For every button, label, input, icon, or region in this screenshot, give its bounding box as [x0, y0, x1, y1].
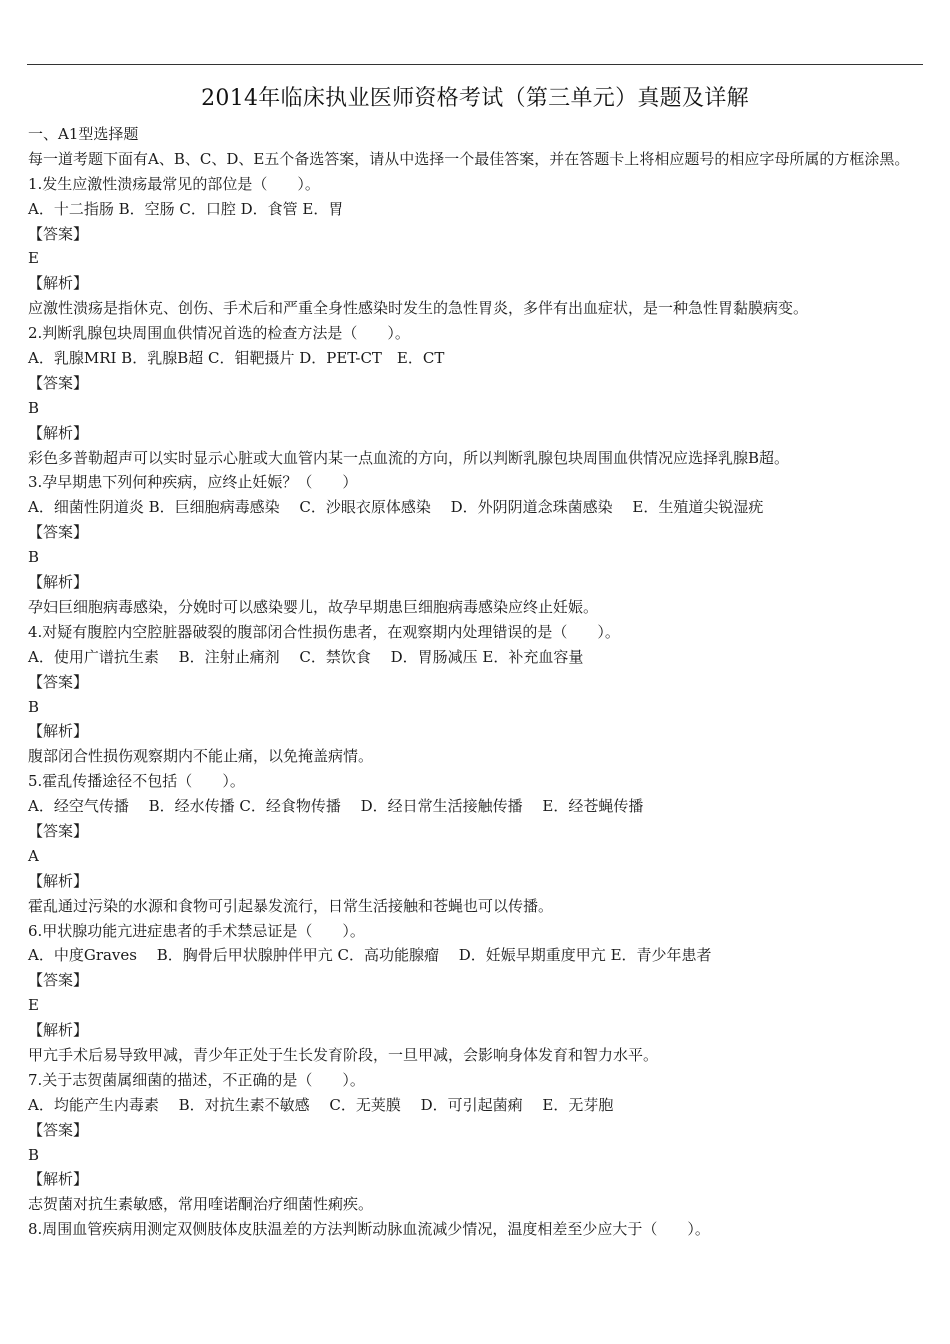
analysis-text: 志贺菌对抗生素敏感，常用喹诺酮治疗细菌性痢疾。 [28, 1195, 374, 1214]
answer-label: 【答案】 [28, 523, 89, 542]
answer-label: 【答案】 [28, 1120, 89, 1139]
question-options: A．十二指肠 B．空肠 C．口腔 D．食管 E．胃 [28, 199, 344, 218]
analysis-text: 应激性溃疡是指休克、创伤、手术后和严重全身性感染时发生的急性胃炎，多伴有出血症状，是一种急性胃黏膜病变。 [28, 299, 809, 318]
answer-value: E [28, 249, 39, 268]
document-title: 2014年临床执业医师资格考试（第三单元）真题及详解 [201, 86, 749, 111]
analysis-label: 【解析】 [28, 1021, 89, 1040]
analysis-text: 霍乱通过污染的水源和食物可引起暴发流行，日常生活接触和苍蝇也可以传播。 [28, 896, 554, 915]
analysis-label: 【解析】 [28, 722, 89, 741]
answer-label: 【答案】 [28, 373, 89, 392]
answer-value: B [28, 697, 40, 716]
analysis-text: 彩色多普勒超声可以实时显示心脏或大血管内某一点血流的方向，所以判断乳腺包块周围血供情况应选择乳腺B超。 [28, 448, 790, 467]
question-options: A．细菌性阴道炎 B．巨细胞病毒感染 C．沙眼衣原体感染 D．外阴阴道念珠菌感染 E．生殖道尖锐湿疣 [28, 498, 764, 517]
answer-value: B [28, 398, 40, 417]
answer-label: 【答案】 [28, 672, 89, 691]
analysis-label: 【解析】 [28, 871, 89, 890]
answer-value: B [28, 548, 40, 567]
answer-value: B [28, 1145, 40, 1164]
question-options: A．经空气传播 B．经水传播 C．经食物传播 D．经日常生活接触传播 E．经苍蝇传播 [28, 797, 644, 816]
question-7 [28, 1068, 928, 1217]
answer-label: 【答案】 [28, 971, 89, 990]
question-options: A．中度Graves B．胸骨后甲状腺肿伴甲亢 C．高功能腺瘤 D．妊娠早期重度甲亢 E．青少年患者 [28, 946, 712, 965]
question-8 [28, 1217, 928, 1242]
question-6 [28, 919, 928, 1068]
analysis-label: 【解析】 [28, 423, 89, 442]
question-options: A．乳腺MRI B．乳腺B超 C．钼靶摄片 D．PET-CT E．CT [28, 349, 445, 368]
question-stem: 5.霍乱传播途径不包括（ ）。 [28, 772, 245, 791]
answer-value: E [28, 996, 39, 1015]
question-3 [28, 470, 928, 619]
analysis-text: 孕妇巨细胞病毒感染，分娩时可以感染婴儿，故孕早期患巨细胞病毒感染应终止妊娠。 [28, 597, 599, 616]
question-2 [28, 321, 928, 470]
analysis-label: 【解析】 [28, 573, 89, 592]
question-5 [28, 769, 928, 918]
question-stem: 6.甲状腺功能亢进症患者的手术禁忌证是（ ）。 [28, 921, 365, 940]
answer-label: 【答案】 [28, 821, 89, 840]
header-rule [27, 64, 923, 65]
question-stem: 1.发生应激性溃疡最常见的部位是（ ）。 [28, 174, 320, 193]
analysis-text: 腹部闭合性损伤观察期内不能止痛，以免掩盖病情。 [28, 747, 374, 766]
question-stem: 2.判断乳腺包块周围血供情况首选的检查方法是（ ）。 [28, 324, 410, 343]
question-stem: 7.关于志贺菌属细菌的描述，不正确的是（ ）。 [28, 1070, 365, 1089]
document-body [28, 122, 928, 1242]
analysis-label: 【解析】 [28, 274, 89, 293]
analysis-label: 【解析】 [28, 1170, 89, 1189]
question-options: A．均能产生内毒素 B．对抗生素不敏感 C．无荚膜 D．可引起菌痢 E．无芽胞 [28, 1095, 614, 1114]
question-stem: 8.周围血管疾病用测定双侧肢体皮肤温差的方法判断动脉血流减少情况，温度相差至少应大于（ ）。 [28, 1220, 710, 1239]
instructions: 每一道考题下面有A、B、C、D、E五个备选答案，请从中选择一个最佳答案，并在答题卡上将相应题号的相应字母所属的方框涂黑。 [28, 149, 910, 168]
question-4 [28, 620, 928, 769]
question-1 [28, 172, 928, 321]
analysis-text: 甲亢手术后易导致甲减，青少年正处于生长发育阶段，一旦甲减，会影响身体发育和智力水平。 [28, 1045, 659, 1064]
section-heading: 一、A1型选择题 [28, 125, 139, 143]
question-stem: 3.孕早期患下列何种疾病，应终止妊娠？（ ） [28, 473, 358, 492]
answer-value: A [28, 846, 39, 865]
question-stem: 4.对疑有腹腔内空腔脏器破裂的腹部闭合性损伤患者，在观察期内处理错误的是（ ）。 [28, 622, 620, 641]
answer-label: 【答案】 [28, 224, 89, 243]
question-options: A．使用广谱抗生素 B．注射止痛剂 C．禁饮食 D．胃肠减压 E．补充血容量 [28, 647, 584, 666]
